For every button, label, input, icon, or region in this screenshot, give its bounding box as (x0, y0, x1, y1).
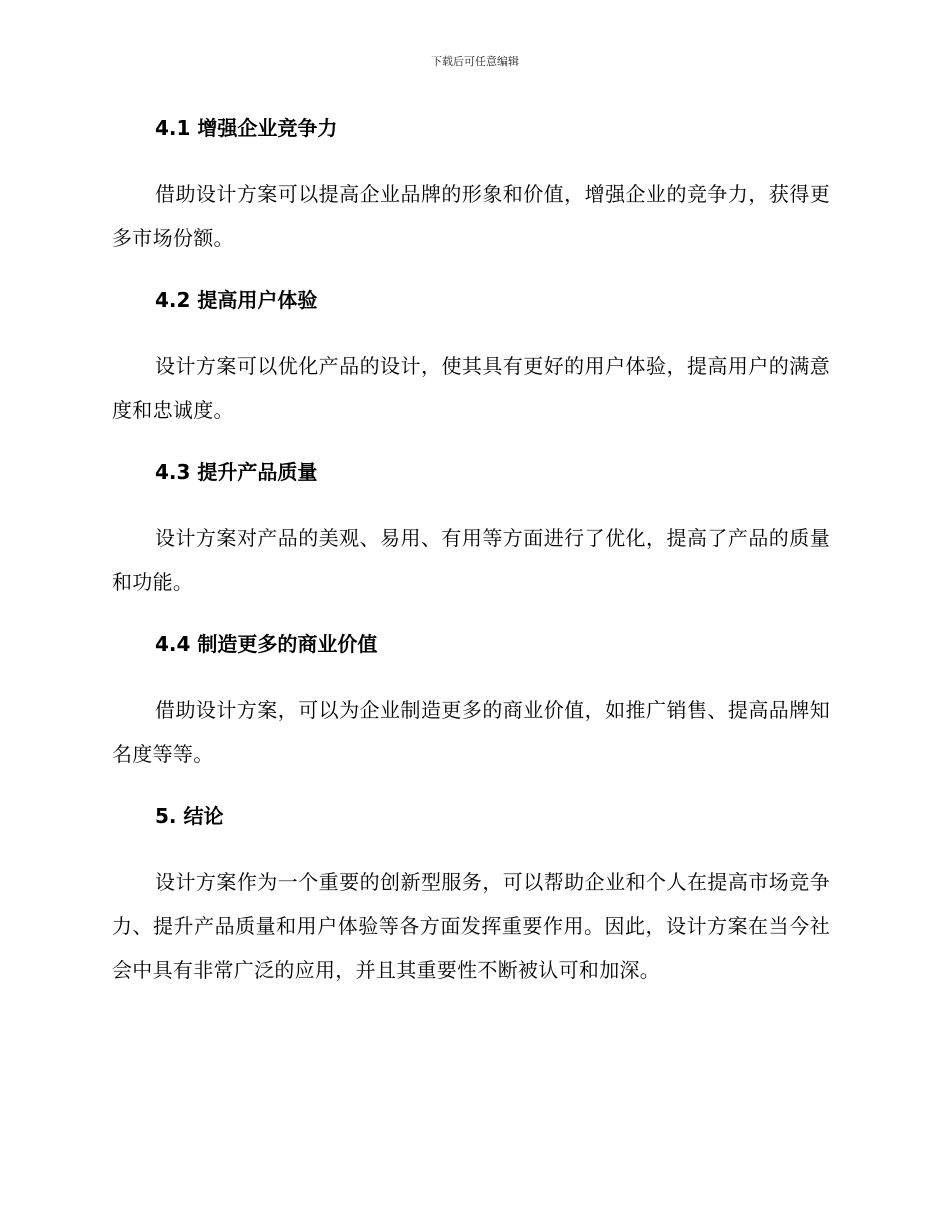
section-paragraph: 设计方案对产品的美观、易用、有用等方面进行了优化，提高了产品的质量和功能。 (112, 526, 830, 594)
page-header: 下载后可任意编辑 (431, 55, 519, 68)
section-4-1 (112, 114, 830, 286)
section-5-conclusion (112, 802, 830, 992)
section-paragraph: 借助设计方案，可以为企业制造更多的商业价值，如推广销售、提高品牌知名度等等。 (112, 698, 830, 766)
section-heading: 4.3 提升产品质量 (155, 460, 318, 484)
section-4-2 (112, 286, 830, 458)
section-paragraph: 设计方案可以优化产品的设计，使其具有更好的用户体验，提高用户的满意度和忠诚度。 (112, 354, 830, 422)
section-heading: 4.2 提高用户体验 (155, 288, 318, 312)
section-4-3 (112, 458, 830, 630)
section-heading: 5. 结论 (155, 804, 224, 828)
section-heading: 4.1 增强企业竞争力 (155, 116, 338, 140)
section-paragraph: 借助设计方案可以提高企业品牌的形象和价值，增强企业的竞争力，获得更多市场份额。 (112, 182, 830, 250)
section-4-4 (112, 630, 830, 802)
section-paragraph: 设计方案作为一个重要的创新型服务，可以帮助企业和个人在提高市场竞争力、提升产品质量和用户体验等各方面发挥重要作用。因此，设计方案在当今社会中具有非常广泛的应用，并且其重要性不断被认可和加深。 (112, 870, 830, 982)
document-body (112, 114, 830, 992)
section-heading: 4.4 制造更多的商业价值 (155, 632, 378, 656)
